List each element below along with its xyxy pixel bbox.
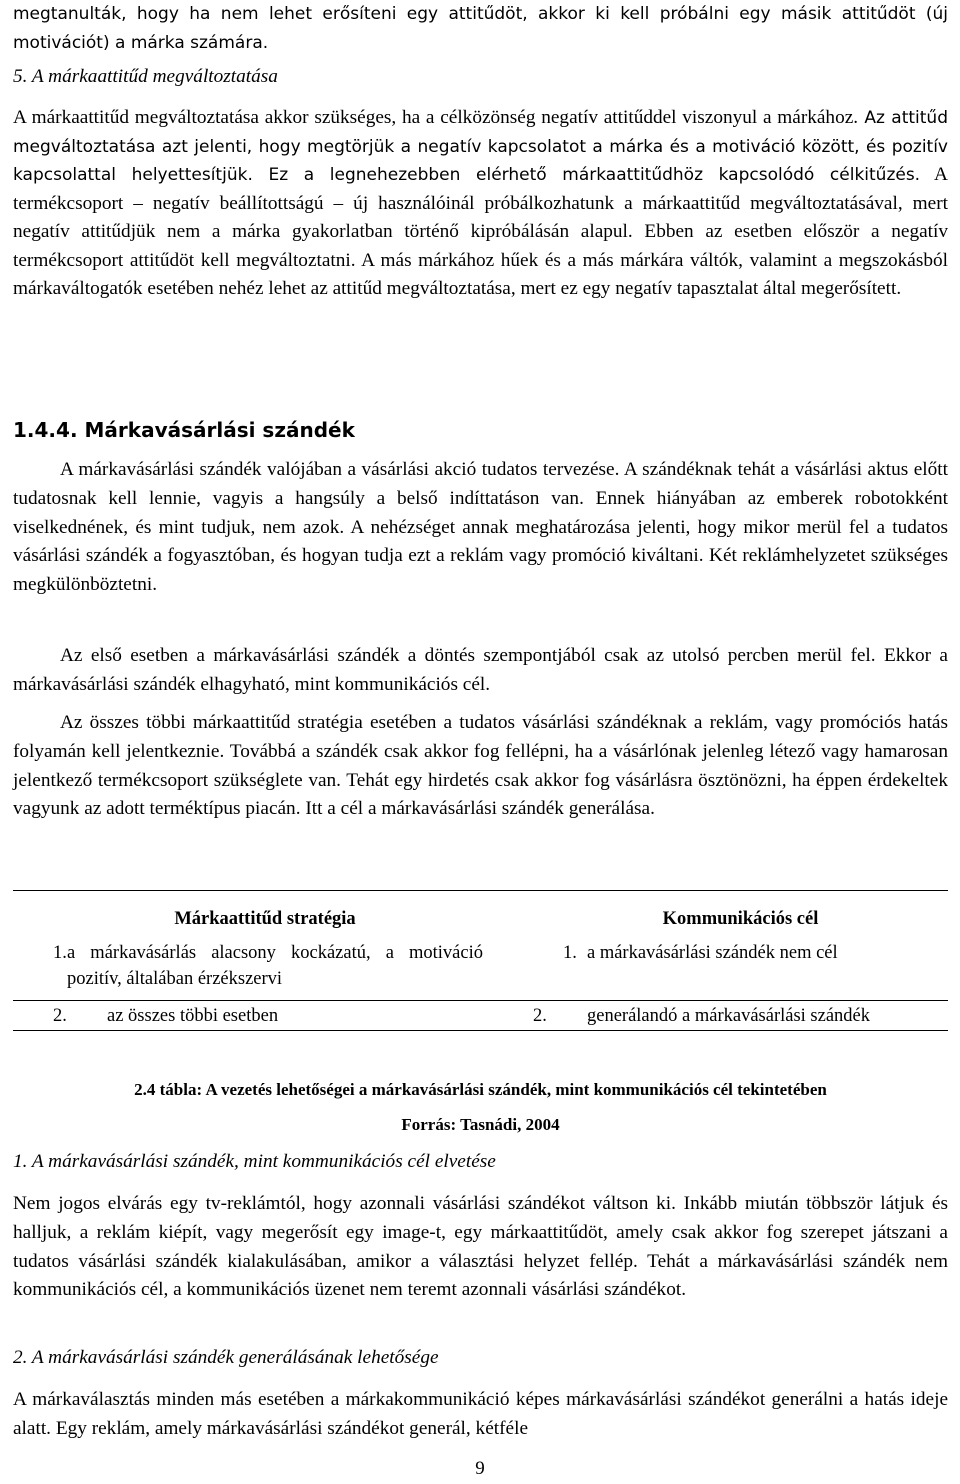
table-caption: 2.4 tábla: A vezetés lehetőségei a márkavásárlási szándék, mint kommunikációs cél tekintetében bbox=[134, 1080, 827, 1099]
subsection-1-text: Nem jogos elvárás egy tv-reklámtól, hogy azonnali vásárlási szándékot váltson ki. Inkább miután többször látjuk és halljuk, a reklám kiépít, vagy megerősít egy image-t, egy márkaattitűdöt, amely csak akkor fog szerepet játszani a tudatos vásárlási szándék kialakulásában, amikor a választási helyzet fellép. Tehát a márkavásárlási szándék nem kommunikációs cél, a kommunikációs üzenet nem teremt azonnali vásárlási szándékot. bbox=[13, 1193, 948, 1301]
table-row-1-goal: a márkavásárlási szándék nem cél bbox=[587, 942, 838, 963]
table-source: Forrás: Tasnádi, 2004 bbox=[401, 1115, 560, 1134]
section-5-paragraph-c: A termékcsoport – negatív beállítottságú – új használóinál próbálkozhatunk a márkaattitűd megváltoztatásával, mert negatív attitűdjük nem a márka gyakorlatban történő kipróbálásán alapul. Ebben az esetben először a negatív termékcsoport attitűdöt kell megváltoztatni. A más márkához hűek és a más márkára váltók, valamint a megszokásból márkaváltogatók esetében nehéz lehet az attitűd megváltoztatása, mert ez egy negatív tapasztalat által megerősített. bbox=[13, 164, 948, 299]
table-row-2-number-b: 2. bbox=[533, 1005, 547, 1026]
section-heading bbox=[13, 416, 948, 445]
table-header-strategy: Márkaattitűd stratégia bbox=[174, 909, 356, 929]
section-5-paragraph bbox=[13, 104, 948, 304]
section-heading-text: 1.4.4. Márkavásárlási szándék bbox=[13, 418, 355, 442]
strategy-table bbox=[13, 890, 948, 1031]
subsection-1-paragraph bbox=[13, 1190, 948, 1305]
table-row-1 bbox=[13, 940, 948, 993]
subsection-2-text: A márkaválasztás minden más esetében a márkakommunikáció képes márkavásárlási szándékot generálni a hatás ideje alatt. Egy reklám, amely márkavásárlási szándékot generál, kétféle bbox=[13, 1389, 948, 1439]
paragraph-top-text: megtanulták, hogy ha nem lehet erősíteni egy attitűdöt, akkor ki kell próbálni egy másik attitűdöt (új motivációt) a márka számára. bbox=[13, 4, 948, 53]
intent-paragraph-1 bbox=[13, 456, 948, 600]
table-row-1-number-a: 1. bbox=[53, 942, 67, 963]
subsection-2-heading: 2. A márkavásárlási szándék generálásának lehetősége bbox=[13, 1347, 439, 1368]
subsection-1-heading: 1. A márkavásárlási szándék, mint kommunikációs cél elvetése bbox=[13, 1151, 496, 1172]
table-row-2 bbox=[13, 1003, 948, 1030]
table-row-2-number-a: 2. bbox=[53, 1005, 67, 1026]
section-5-paragraph-b: Az attitűd megváltoztatása azt jelenti, hogy megtörjük a negatív kapcsolatot a márka és a motiváció között, és pozitív kapcsolattal helyettesítjük. Ez a legnehezebben elérhető márkaattitűdhöz kapcsolódó célkitűzés. bbox=[13, 108, 948, 185]
intent-paragraph-2 bbox=[13, 642, 948, 700]
table-row-1-strategy: a márkavásárlás alacsony kockázatú, a motiváció pozitív, általában érzékszervi bbox=[67, 942, 483, 990]
subsection-2-paragraph bbox=[13, 1386, 948, 1444]
section-5-heading bbox=[13, 63, 948, 92]
table-row-2-goal: generálandó a márkavásárlási szándék bbox=[587, 1005, 871, 1026]
table-row-1-number-b: 1. bbox=[563, 942, 577, 963]
intent-paragraph-2-text: Az első esetben a márkavásárlási szándék a döntés szempontjából csak az utolsó percben merül fel. Ekkor a márkavásárlási szándék elhagyható, mint kommunikációs cél. bbox=[13, 645, 948, 695]
page-number: 9 bbox=[475, 1458, 485, 1479]
section-5-paragraph-a: A márkaattitűd megváltoztatása akkor szükséges, ha a célközönség negatív attitűddel viszonyul a márkához. bbox=[13, 107, 859, 128]
table-row-2-strategy: az összes többi esetben bbox=[107, 1005, 279, 1026]
paragraph-top bbox=[13, 0, 948, 57]
intent-paragraph-1-text: A márkavásárlási szándék valójában a vásárlási akció tudatos tervezése. A szándéknak tehát a vásárlási aktus előtt tudatosnak kell lennie, vagyis a hangsúly a belső indíttatáson van. Ennek hiányában az emberek robotokként viselkednének, és mint tudjuk, nem azok. A nehézséget annak meghatározása jelenti, hogy mikor merül fel a tudatos vásárlási szándék a fogyasztóban, és hogyan tudja ezt a reklám vagy promóció kiváltani. Két reklámhelyzetet szükséges megkülönböztetni. bbox=[13, 459, 948, 596]
section-5-heading-text: 5. A márkaattitűd megváltoztatása bbox=[13, 66, 278, 87]
intent-paragraph-3 bbox=[13, 709, 948, 824]
intent-paragraph-3-text: Az összes többi márkaattitűd stratégia esetében a tudatos vásárlási szándéknak a reklám, vagy promóciós hatás folyamán kell jelentkeznie. Továbbá a szándék csak akkor fog fellépni, ha a vásárlónak jelenleg létező vagy hamarosan jelentkező termékcsoport szükséglete van. Tehát egy hirdetés csak akkor fog vásárlásra ösztönözni, ha éppen érdekeltek vagyunk az adott terméktípus piacán. Itt a cél a márkavásárlási szándék generálása. bbox=[13, 712, 948, 820]
table-header-goal: Kommunikációs cél bbox=[662, 909, 819, 929]
